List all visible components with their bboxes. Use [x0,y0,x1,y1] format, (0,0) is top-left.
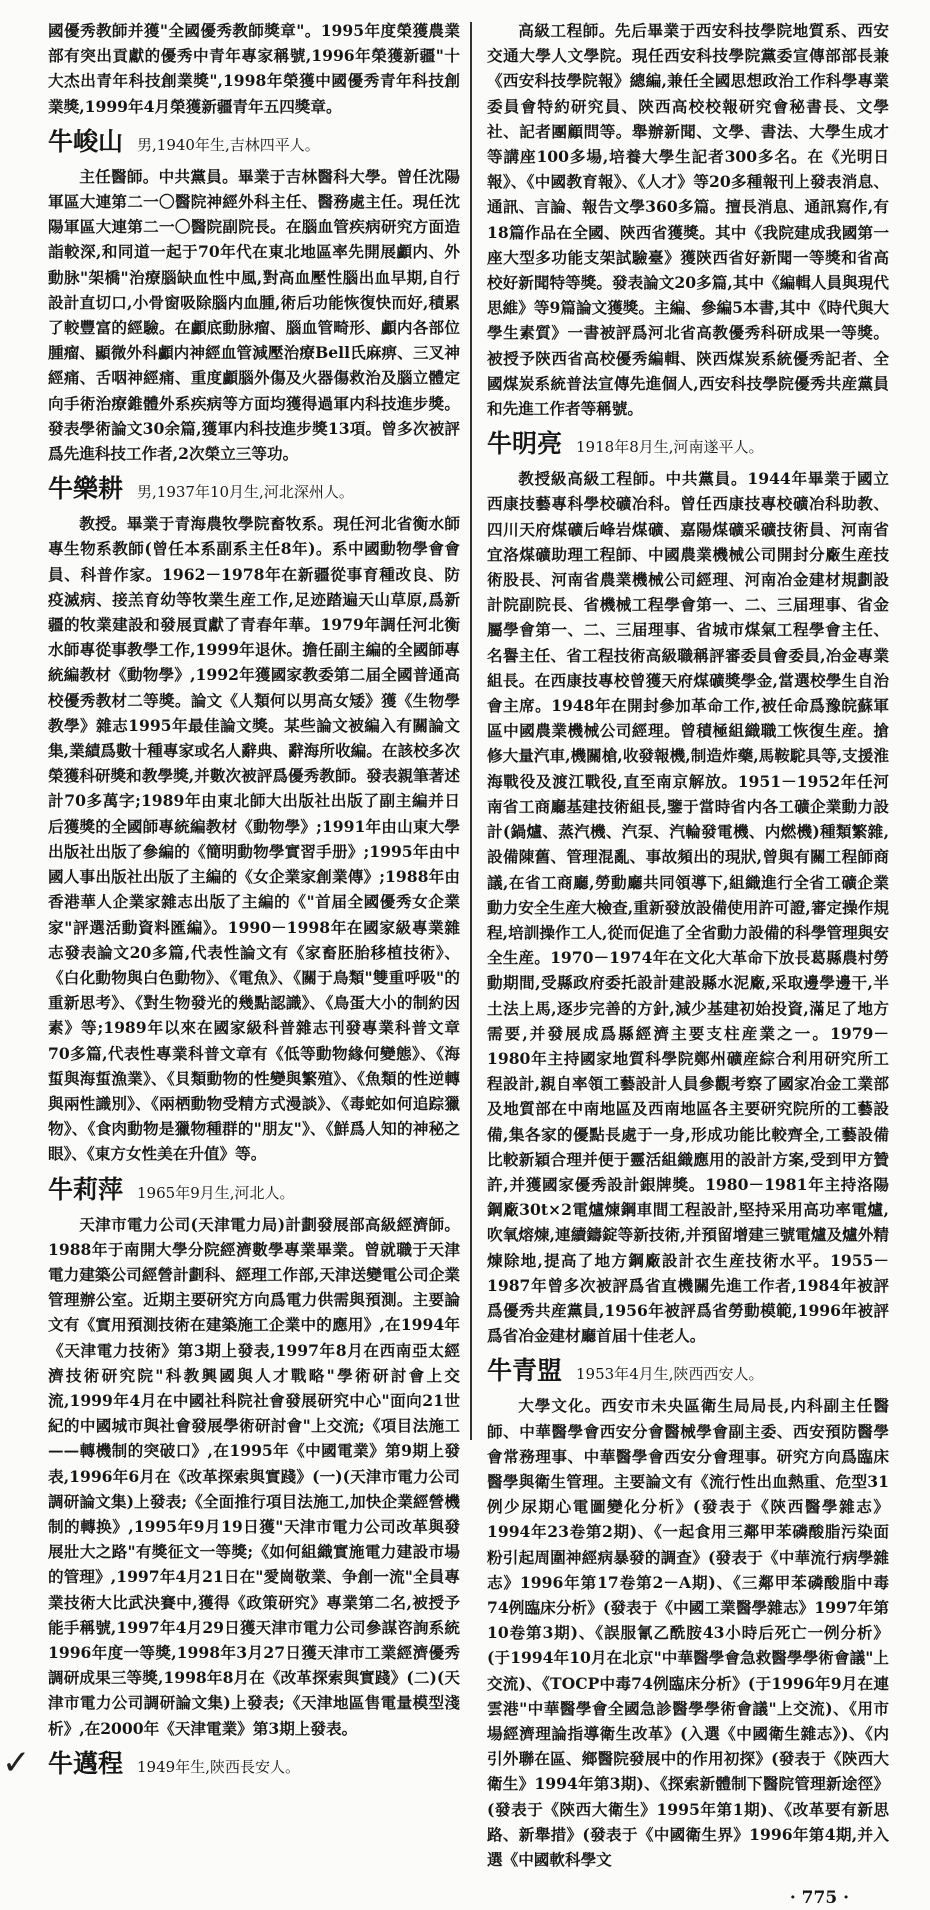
left-column [2,18,460,1786]
column-divider [470,22,472,1440]
entry-heading [487,1354,889,1391]
entry-heading [48,1173,460,1210]
page-number: · 775 · [789,1888,849,1909]
entry-name: 牛莉萍 [48,1174,124,1204]
continuation-paragraph: 國優秀教師并獲"全國優秀教師獎章"。1995年度榮獲農業部有突出貢獻的優秀中青年專家稱號,1996年榮獲新疆"十大杰出青年科技創業獎",1998年榮獲中國優秀青年科技創業獎,1999年4月榮獲新疆青年五四獎章。 [48,21,460,116]
entry-body: 主任醫師。中共黨員。畢業于吉林醫科大學。曾任沈陽軍區大連第二一〇醫院神經外科主任、醫務處主任。現任沈陽軍區大連第二一〇醫院副院長。在腦血管疾病研究方面造詣較深,和同道一起于70年代在東北地區率先開展顱内、外動脉"架橋"治療腦缺血性中風,對高血壓性腦出血早期,自行設計直切口,小骨窗吸除腦内血腫,術后功能恢復快而好,積累了較豐富的經驗。在顱底動脉瘤、腦血管畸形、顱内各部位腫瘤、顯微外科顱内神經血管減壓治療Bell氏麻痹、三叉神經痛、舌咽神經痛、重度顱腦外傷及火器傷救治及腦立體定向手術治療錐體外系疾病等方面均獲得過軍内科技進步獎。發表學術論文30余篇,獲軍内科技進步獎13項。曾多次被評爲先進科技工作者,2次榮立三等功。 [48,166,460,464]
entry-heading [2,1742,460,1784]
entry-info: 1949年生,陝西長安人。 [137,1757,300,1776]
entry-body: 大學文化。西安市未央區衛生局局長,内科副主任醫師、中華醫學會西安分會醫械學會副主委、西安預防醫學會常務理事、中華醫學會西安分會理事。研究方向爲臨床醫學與衛生管理。主要論文有《流行性出血熱重、危型31例少尿期心電圖變化分析》(發表于《陝西醫學雜志》1994年23卷第2期)、《一起食用三鄰甲苯磷酸脂污染面粉引起周圍神經病暴發的調查》(發表于《中華流行病學雜志》1996年第17卷第2－A期)、《三鄰甲苯磷酸脂中毒74例臨床分析》(發表于《中國工業醫學雜志》1997年第10卷第3期)、《誤服氰乙酰胺43小時后死亡一例分析》(于1994年10月在北京"中華醫學會急救醫學學術會議"上交流)、《TOCP中毒74例臨床分析》(于1996年9月在連雲港"中華醫學會全國急診醫學學術會議"上交流)、《用市場經濟理論指導衛生改革》(入選《中國衛生雜志》)、《内引外聯在區、鄉醫院發展中的作用初探》(發表于《陝西大衛生》1994年第3期)、《探索新體制下醫院管理新途徑》(發表于《陝西大衛生》1995年第1期)、《改革要有新思路、新舉措》(發表于《中國衛生界》1996年第4期,并入選《中國軟科學文 [487,1396,889,1870]
entry-heading [487,427,889,464]
entry-heading [48,125,460,162]
entry-name: 牛峻山 [48,126,124,156]
entry-body: 天津市電力公司(天津電力局)計劃發展部高級經濟師。1988年于南開大學分院經濟數學專業畢業。曾就職于天津電力建築公司經營計劃科、經理工作部,天津送變電公司企業管理辦公室。近期主要研究方向爲電力供需與預測。主要論文有《實用預測技術在建築施工企業中的應用》,在1994年《天津電力技術》第3期上發表,1997年8月在西南亞太經濟技術研究院"科教興國與人才戰略"學術研討會上交流,1999年4月在中國社科院社會發展研究中心"面向21世紀的中國城市與社會發展學術研討會"上交流;《項目法施工——轉機制的突破口》,在1995年《中國電業》第9期上發表,1996年6月在《改革探索與實踐》(一)(天津市電力公司調研論文集)上發表;《全面推行項目法施工,加快企業經營機制的轉换》,1995年9月19日獲"天津市電力公司改革與發展壯大之路"有獎征文一等獎;《如何組織實施電力建設市場的管理》,1997年4月21日在"愛崗敬業、争創一流"全員專業技術大比武決賽中,獲得《政策研究》專業第二名,被授予能手稱號,1997年4月29日獲天津市電力公司參謀咨詢系統1996年度一等獎,1998年3月27日獲天津市工業經濟優秀調研成果三等獎,1998年8月在《改革探索與實踐》(二)(天津市電力公司調研論文集)上發表;《天津地區售電量模型淺析》,在2000年《天津電業》第3期上發表。 [48,1214,460,1738]
entry-name: 牛青盟 [487,1356,563,1386]
entry-body: 教授級高級工程師。中共黨員。1944年畢業于國立西康技藝專科學校礦冶科。曾任西康技專校礦冶科助教、四川天府煤礦后峰岩煤礦、嘉陽煤礦采礦技術員、河南省宜洛煤礦助理工程師、中國農業機械公司開封分廠生産技術股長、河南省農業機械公司經理、河南冶金建材規劃設計院副院長、省機械工程學會第一、二、三届理事、省金屬學會第一、二、三届理事、省城市煤氣工程學會主任、名譽主任、省工程技術高級職稱評審委員會委員,冶金專業組長。在西康技專校曾獲天府煤礦獎學金,當選校學生自治會主席。1948年在開封參加革命工作,被任命爲豫皖蘇軍區中國農業機械公司經理。曾積極組織職工恢復生産。搶修大量汽車,機關槍,收發報機,制造炸藥,馬鞍駝具等,支援淮海戰役及渡江戰役,直至南京解放。1951－1952年任河南省工商廳基建技術組長,鑒于當時省内各工礦企業動力設計(鍋爐、蒸汽機、汽泵、汽輪發電機、内燃機)種類繁雜,設備陳舊、管理混亂、事故頻出的現狀,曾與有關工程師商議,在省工商廳,勞動廳共同領導下,組織進行全省工礦企業動力安全生産大檢查,重新發放設備使用許可證,審定操作規程,培訓操作工人,從而促進了全省動力設備的科學管理與安全生産。1970－1974年在文化大革命下放長葛縣農村勞動期間,受縣政府委托設計建設縣水泥廠,采取邊學邊干,半土法上馬,逐步完善的方針,減少基建初始投資,滿足了地方需要,并發展成爲縣經濟主要支柱産業之一。1979－1980年主持國家地質科學院鄭州礦産綜合利用研究所工程設計,親自率領工藝設計人員參觀考察了國家冶金工業部及地質部在中南地區及西南地區各主要研究院所的工藝設備,集各家的優點長處于一身,形成功能比較齊全,工藝設備比較新穎合理并便于靈活組織應用的設計方案,受到甲方贊許,并獲國家優秀設計銀牌獎。1980－1981年主持洛陽鋼廠30t×2電爐煉鋼車間工程設計,堅持采用高功率電爐,吹氧熔煉,連續鑄錠等新技術,并預留增建三號電爐及爐外精煉除地,提高了地方鋼廠設計衣生産技術水平。1955－1987年曾多次被評爲省直機關先進工作者,1984年被評爲優秀共産黨員,1956年被評爲省勞動模範,1996年被評爲省冶金建材廳首届十佳老人。 [487,469,889,1346]
entry-name: 牛明亮 [487,429,563,459]
entry-name: 牛樂耕 [48,474,124,504]
entry-info: 1918年8月生,河南遂平人。 [576,438,764,457]
entry-heading [48,472,460,509]
entry-info: 1965年9月生,河北人。 [137,1183,295,1202]
entry-info: 男,1940年生,吉林四平人。 [137,135,320,154]
entry-info: 男,1937年10月生,河北深州人。 [137,483,354,502]
handwritten-checkmark-icon: ✓ [2,1742,31,1783]
entry-body: 教授。畢業于青海農牧學院畜牧系。現任河北省衡水師專生物系教師(曾任本系副系主任8年)。系中國動物學會會員、科普作家。1962－1978年在新疆從事育種改良、防疫滅病、接羔育幼等牧業生産工作,足迹踏遍天山草原,爲新疆的牧業建設和發展貢獻了青春年華。1979年調任河北衡水師專從事教學工作,1999年退休。擔任副主編的全國師專統編教材《動物學》,1992年獲國家教委第二届全國普通高校優秀教材二等獎。論文《人類何以男高女矮》獲《生物學教學》雜志1995年最佳論文獎。某些論文被編入有關論文集,業績爲數十種專家或名人辭典、辭海所收編。在該校多次榮獲科研獎和教學獎,并數次被評爲優秀教師。發表親筆著述計70多萬字;1989年由東北師大出版社出版了副主編并日后獲獎的全國師專統編教材《動物學》;1991年由山東大學出版社出版了參編的《簡明動物學實習手册》;1995年由中國人事出版社出版了主編的《女企業家創業傳》;1988年由香港華人企業家雜志出版了主編的《"首届全國優秀女企業家"評選活動資料匯編》。1990－1998年在國家級專業雜志發表論文20多篇,代表性論文有《家畜胚胎移植技術》、《白化動物與白色動物》、《電魚》、《關于鳥類"雙重呼吸"的重新思考》、《對生物發光的幾點認識》、《鳥蛋大小的制約因素》等;1989年以來在國家級科普雜志刊發專業科普文章70多篇,代表性專業科普文章有《低等動物緣何變態》、《海蜇與海蜇漁業》、《貝類動物的性變與繁殖》、《魚類的性逆轉與兩性識別》、《兩栖動物受精方式漫談》、《毒蛇如何追踪獵物》、《食肉動物是獵物種群的"朋友"》、《鮮爲人知的神秘之眼》、《東方女性美在升值》等。 [48,514,460,1164]
right-column [487,18,889,1910]
entry-name: 牛邁程 [48,1748,124,1778]
continuation-paragraph: 高級工程師。先后畢業于西安科技學院地質系、西安交通大學人文學院。現任西安科技學院黨委宣傳部部長兼《西安科技學院報》總編,兼任全國思想政治工作科學專業委員會特約研究員、陝西高校校報研究會秘書長、文學社、記者團顧問等。舉辦新聞、文學、書法、大學生成才等講座100多場,培養大學生記者300多名。在《光明日報》、《中國教育報》、《人才》等20多種報刊上發表消息、通訊、言論、報告文學360多篇。擅長消息、通訊寫作,有18篇作品在全國、陝西省獲獎。其中《我院建成我國第一座大型多功能支架試驗臺》獲陝西省好新聞一等獎和省高校好新聞特等獎。發表論文20多篇,其中《編輯人員與現代思維》等9篇論文獲獎。主編、參編5本書,其中《時代與大學生素質》一書被評爲河北省高教優秀科研成果一等獎。被授予陝西省高校優秀編輯、陝西煤炭系統優秀記者、全國煤炭系統普法宣傳先進個人,西安科技學院優秀共産黨員和先進工作者等稱號。 [487,21,889,419]
entry-info: 1953年4月生,陝西西安人。 [576,1365,764,1384]
